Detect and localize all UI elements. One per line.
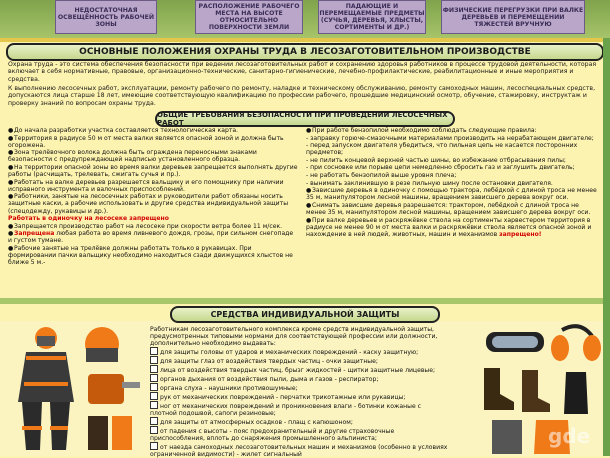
- list-item: для защиты от атмосферных осадков - плащ с капюшоном;: [150, 417, 448, 426]
- hazard-box-height: РАСПОЛОЖЕНИЕ РАБОЧЕГО МЕСТА НА ВЫСОТЕ ОТНОСИТЕЛЬНО ПОВЕРХНОСТИ ЗЕМЛИ: [195, 0, 303, 34]
- earmuffs-icon: [562, 326, 592, 336]
- list-item: ●Снимать зависшие деревья разрешается: трактором, лебёдкой с длиной троса не менее 35 м, манипулятором лесной машины, вращением зависшего дерева вокруг оси.: [306, 201, 591, 217]
- worker-illustration: [4, 322, 144, 456]
- list-item: ●На территории опасной зоны во время валки деревьев запрещается выполнять другие работы (расчищать, трелевать, сжигать сучья и пр.).: [8, 163, 298, 179]
- list-item: ●Работники, занятые на лесосечных работах и руководители работ обязаны носить защитные каски, а рабочие использовать и другие средства индивидуальной защиты (спецодежду, рукавицы и др.).: [8, 193, 289, 215]
- hazard-box-lighting: НЕДОСТАТОЧНАЯ ОСВЕЩЁННОСТЬ РАБОЧЕЙ ЗОНЫ: [55, 0, 157, 34]
- list-item: от падения с высоты - пояс предохранительный и другие страховочные приспособления, вплоть до снаряжения промышленного альпиниста;: [150, 428, 395, 442]
- side-stripe: [603, 38, 610, 456]
- list-item: ●Запрещена любая работа во время ливневого дождя, грозы, при сильном снегопаде и густом тумане.: [8, 230, 294, 245]
- hazard-box-physical-load: ФИЗИЧЕСКИЕ ПЕРЕГРУЗКИ ПРИ ВАЛКЕ ДЕРЕВЬЕВ И ПЕРЕМЕЩЕНИИ ТЯЖЕСТЕЙ ВРУЧНУЮ: [441, 0, 585, 34]
- list-item: ●Рабочие занятые на трелёвке должны работать только в рукавицах. При формировании пачки вальщику необходимо находиться сзади движущихся хлыстов не ближе 5 м.-: [8, 245, 293, 267]
- list-item: ●Зона трелёвочного волока должна быть ограждена переносными знаками безопасности с предупреждающей надписью установленного образца.: [8, 149, 257, 164]
- face-shield-icon: [37, 336, 55, 346]
- hazard-box-falling-objects: ПАДАЮЩИЕ И ПЕРЕМЕЩАЕМЫЕ ПРЕДМЕТЫ (СУЧЬЯ, ДЕРЕВЬЯ, ХЛЫСТЫ, СОРТИМЕНТЫ И ДР.): [318, 0, 426, 34]
- list-item: - при сосновке или порыве цепи немедленно сбросить газ и заглушить двигатель;: [306, 164, 575, 172]
- list-item: ног от механических повреждений и проникновения влаги - ботинки кожаные с плотной подошвой, сапоги резиновые;: [150, 403, 421, 417]
- watermark: gde: [548, 424, 591, 448]
- list-item: органов дыхания от воздействия пыли, дыма и газов - респиратор;: [150, 374, 448, 383]
- section-separator: [0, 298, 610, 304]
- list-item: - перед запуском двигателя убедиться, что пильная цепь не касается посторонних предметов;: [306, 142, 578, 157]
- left-rules-column: [8, 127, 298, 267]
- ppe-intro: Работникам лесозаготовительного комплекса кроме средств индивидуальной защиты, предусмотренных типовыми нормами для соответствующей профессии или должности, дополнительно необходимо выдавать:: [150, 326, 438, 347]
- list-item: - заправку горюче-смазочными материалами производить на нерабатающем двигателе;: [306, 134, 594, 142]
- glove-icon: [88, 416, 108, 450]
- boot-icon: [484, 368, 514, 410]
- list-item: - вынимать заклинившую в резе пильную шину после остановки двигателя.: [306, 179, 553, 187]
- list-item: - не пилить концевой верхней частью шины, во избежание отбрасывания пилы;: [306, 156, 566, 164]
- list-item: лица от воздействия твердых частиц, брызг жидкостей - щитки защитные лицевые;: [150, 365, 448, 374]
- general-requirements-banner: ОБЩИЕ ТРЕБОВАНИЯ БЕЗОПАСНОСТИ ПРИ ПРОВЕДЕНИИ ЛЕСОСЕЧНЫХ РАБОТ: [155, 111, 455, 127]
- main-heading-banner: ОСНОВНЫЕ ПОЛОЖЕНИЯ ОХРАНЫ ТРУДА В ЛЕСОЗАГОТОВИТЕЛЬНОМ ПРОИЗВОДСТВЕ: [6, 43, 604, 61]
- list-item: для защиты глаз от воздействия твердых частиц - очки защитные;: [150, 356, 448, 365]
- intro-admission: К выполнению лесосечных работ, эксплуатации, ремонту рабочего по ремонту, наладке и техническому обслуживанию, ремонту самоходных машин, лесоспециальных средств, допускаются лица старше 18 лет, имеющие соответствующую квалификацию по профессии рабочего, прошедшие медицинский осмотр, обучение, стажировку, инструктаж и проверку знаний по вопросам охраны труда.: [8, 85, 596, 107]
- ppe-banner: СРЕДСТВА ИНДИВИДУАЛЬНОЙ ЗАЩИТЫ: [170, 306, 440, 323]
- list-item: ●При валке деревьев и раскряжёвке ствола на сортименты харвестером территория в радиусе не менее 90 м от места валки и раскряжёвки ствола является опасной зоной и нахождение в ней людей, животных, машин и механизмов запрещено!: [306, 216, 592, 238]
- list-item: - не работать бензопилой выше уровня плеча;: [306, 172, 457, 180]
- respirator-icon: [492, 420, 522, 454]
- divider-stripe: [0, 38, 610, 42]
- list-item: ●При работе бензопилой необходимо соблюдать следующие правила:: [306, 127, 537, 134]
- list-item: ●Зависшие деревья в одиночку с помощью трактора, лебёдкой с длиной троса не менее 35 м, манипулятором лесной машины, вращением зависшего дерева вокруг оси.: [306, 187, 597, 202]
- list-item: ●До начала разработки участка составляется технологическая карта.: [8, 127, 239, 134]
- list-item: для защиты головы от ударов и механических повреждений - каску защитную;: [150, 347, 448, 356]
- intro-definition: Охрана труда - это система обеспечения безопасности при ведении лесозаготовительных работ и сохранению здоровья работников в процессе трудовой деятельности, которая включает в себя нормативные, правовые, организационно-технические, санитарно-гигиенические, лечебно-профилактические, реабилитационные и иные мероприятия и средства.: [8, 61, 597, 83]
- list-item: ●Территория в радиусе 50 м от места валки является опасной зоной и должна быть огорожена.: [8, 134, 284, 149]
- list-item: органа слуха - наушники противошумные;: [150, 383, 448, 392]
- list-item: Работать в одиночку на лесосеке запрещено: [8, 215, 169, 223]
- chainsaw-icon: [88, 374, 124, 404]
- list-item: ●Запрещается производство работ на лесосеке при скорости ветра более 11 м/сек.: [8, 222, 283, 230]
- right-rules-column: [306, 127, 600, 238]
- list-item: ●Работать на валке деревьев разрешается вальщику и его помощнику при наличии исправного инструмента и валочных приспособлений.: [8, 178, 284, 193]
- rubber-boot-icon: [564, 372, 588, 414]
- list-item: от наезда самоходных лесозаготовительных машин и механизмов (особенно в условиях ограниченной видимости) - жилет сигнальный: [150, 444, 448, 458]
- ppe-list: [150, 326, 448, 458]
- list-item: рук от механических повреждений - перчатки трикотажные или рукавицы;: [150, 392, 448, 401]
